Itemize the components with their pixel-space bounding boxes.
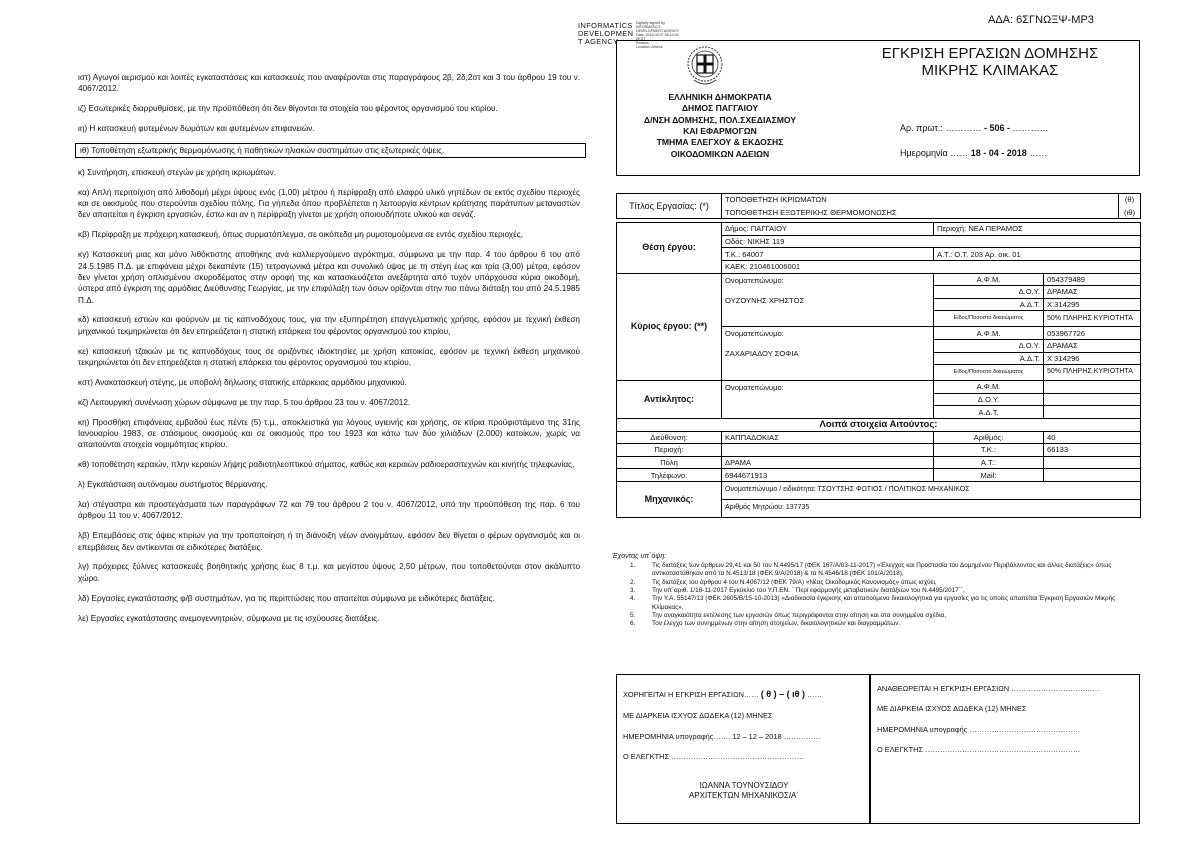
area: Περιοχή: ΝΕΑ ΠΕΡΑΜΟΣ xyxy=(934,223,1141,236)
at-value xyxy=(1044,456,1141,469)
adt-label: Α.Δ.Τ. xyxy=(934,352,1044,365)
counterparty-name-cell xyxy=(722,381,934,419)
revision-validity-line: ΜΕ ΔΙΑΡΚΕΙΑ ΙΣΧΥΟΣ ΔΩΔΕΚΑ (12) ΜΗΝΕΣ xyxy=(877,704,1027,713)
counterparty-adt xyxy=(1044,406,1141,419)
list-item: 2. Τις διατάξεις του άρθρου 4 του Ν.4067/12 (ΦΕΚ 79/Α) «Νέος Οικοδομικός Κανονισμός» όπως ισχύει, xyxy=(630,578,937,586)
validity-line: ΜΕ ΔΙΑΡΚΕΙΑ ΙΣΧΥΟΣ ΔΩΔΕΚΑ (12) ΜΗΝΕΣ xyxy=(623,711,773,720)
agency-line: T AGENCY xyxy=(578,36,619,46)
at-label: Α.Τ.: xyxy=(934,456,1044,469)
protocol-dots: ………… xyxy=(945,123,982,133)
name-label: Ονοματεπώνυμο: xyxy=(725,329,784,339)
number-value: 40 xyxy=(1044,431,1141,444)
authority-block xyxy=(610,92,830,160)
list-item: κα) Απλή περιτοίχιση από λιθοδομή μέχρι ύψους ενός (1,00) μέτρου ή περίφραξη από ελαφρύ υλικό γηπέδων σε εκτός σχεδίου περιοχές και σε οικισμούς που στερούνται σχεδίου πόλης. Για γήπεδα όπου προβλέπεται η λειτουργία κέντρων κράτησης παράτυπων μεταναστών δεν απαιτείται η έγκριση εργασιών, έστω και αν η περίφραξη γίνεται με χρήση οποιουδήποτε υλικού και σενάζ. xyxy=(78,187,580,220)
list-item: λγ) πρόχειρες ξύλινες κατασκευές βοηθητικής χρήσης έως 8 τ.μ. και μεγίστου ύψους 2,50 μέτρων, που τοποθετούνται στον ακάλυπτο χώρο. xyxy=(78,562,580,583)
owner-adt: Χ 314295 xyxy=(1044,298,1141,311)
region-label: Περιοχή: xyxy=(617,444,722,457)
owner-afm: 054379489 xyxy=(1044,273,1141,286)
list-item: ιστ) Αγωγοί αερισμού και λοιπές εγκαταστάσεις και κατασκευές που αναφέρονται στις παραγράφους 2β, 2δ,2στ και 3 του άρθρου 19 του ν. 4067/2012. xyxy=(78,73,580,94)
greek-emblem-icon xyxy=(686,44,724,88)
protocol-label: Αρ. πρωτ.: xyxy=(900,123,943,133)
mail-value xyxy=(1044,469,1141,482)
document-title xyxy=(840,45,1140,80)
note-text: Τις διατάξεις του άρθρου 4 του Ν.4067/12 (ΦΕΚ 79/Α) «Νέος Οικοδομικός Κανονισμός» όπως ισχύει, xyxy=(652,578,937,586)
agency-line: INFORMATICS xyxy=(578,21,633,30)
revision-box xyxy=(870,674,1140,824)
work-line: ΤΟΠΟΘΕΤΗΣΗ ΙΚΡΙΩΜΑΤΩΝ xyxy=(722,194,1119,207)
list-item: λε) Εργασίες εγκατάστασης ανεμογεννητριών, σύμφωνα με τις ισχύουσες διατάξεις. xyxy=(78,613,380,623)
note-text: Τις διατάξεις των άρθρων 29,41 και 50 του Ν.4495/17 (ΦΕΚ 167/Α/03-11-2017) «Έλεγχος και Προστασία του Δομημένου Περιβάλλοντος και άλλες διατάξεις» όπως αντικαταστάθηκαν από τα Ν.4513/18 (ΦΕΚ 9/Α/2018) & τα Ν.4546/18 (ΦΕΚ 101/Α/2018), xyxy=(652,562,1112,578)
approval-text: ΧΟΡΗΓΕΙΤΑΙ Η ΕΓΚΡΙΣΗ ΕΡΓΑΣΙΩΝ…… xyxy=(623,690,761,699)
notes-title: Έχοντας υπ΄όψη: xyxy=(612,553,667,560)
approval-codes: ( θ ) – ( ιθ ) xyxy=(760,689,805,699)
list-item: λδ) Εργασίες εγκατάστασης φ/β συστημάτων, για τις περιπτώσεις που απαιτείται σύμφωνα με ειδικότερες διατάξεις. xyxy=(78,593,495,603)
inspector-line: Ο ΕΛΕΓΚΤΗΣ ……………………………………………… xyxy=(623,752,805,761)
adt-label: Α.Δ.Τ. xyxy=(934,298,1044,311)
list-item: ιη) Η κατασκευή φυτεμένων δωμάτων και φυτεμένων επιφανειών. xyxy=(78,124,315,134)
agency-line: DEVELOPMEN xyxy=(578,28,634,38)
counterparty-label: Αντίκλητος: xyxy=(617,381,722,419)
owner-label: Κύριος έργου: (**) xyxy=(617,273,722,381)
date-dots: …… xyxy=(1029,148,1048,158)
signature-line: DEVELOPMENT AGENCY xyxy=(636,28,680,33)
doy-label: Δ.Ο.Υ. xyxy=(934,339,1044,352)
approval-box xyxy=(616,674,870,824)
engineer-registry: Αριθμός Μητρώου: 137735 xyxy=(722,499,1141,517)
owner-doy: ΔΡΑΜΑΣ xyxy=(1044,339,1141,352)
street: Οδός: ΝΙΚΗΣ 119 xyxy=(722,235,1141,248)
list-item: κδ) κατασκευή εστιών και φούρνων με τις καπνοδόχους τους, για την εξυπηρέτηση επαγγελματικής χρήσης, εφόσον με τεχνική έκθεση μηχανικού τεκμηριώνεται ότι δεν επηρεάζεται η στατική επάρκεια του φέροντος οργανισμού του κτιρίου, xyxy=(78,315,580,336)
signature-line: EEST xyxy=(636,36,646,41)
authority-line: ΚΑΙ ΕΦΑΡΜΟΓΩΝ xyxy=(683,126,757,137)
protocol-dots: ………… xyxy=(1012,123,1049,133)
phone-value: 6944671913 xyxy=(722,469,934,482)
mail-label: Mail: xyxy=(934,469,1044,482)
protocol-value: - 506 - xyxy=(983,123,1010,133)
list-item: κγ) Κατασκευή μιας και μόνο λιθόκτιστης αποθήκης ανά καλλιεργούμενο αγρόκτημα, σύμφωνα με την παρ. 4 του άρθρου 6 του από 24.5.1985 Π.Δ. με επιφάνεια μέχρι δεκαπέντε (15) τετραγωνικά μέτρα και συνολικό ύψος με τη στέγη έως και τρία (3,00) μέτρα, εφόσον δεν γίνεται χρήση οπλισμένου σκυροδέματος στην οροφή της και κατασκευάζεται ανεξάρτητα από τυχόν υπάρχουσα κύρια οικοδομή, ύστερα από έγκριση της αρμόδιας Διεύθυνσης Γεωργίας, με την επιφύλαξη των όσων ορίζονται στην πιο πάνω διάταξη του από 24.5.1985 Π.Δ. xyxy=(78,250,580,305)
revision-inspector-line: Ο ΕΛΕΓΚΤΗΣ ……………………………………………………… xyxy=(877,745,1081,754)
list-item: κ) Συντήρηση, επισκευή στεγών με χρήση ικριωμάτων. xyxy=(78,167,277,177)
work-code: (ιθ) xyxy=(1119,206,1141,219)
counterparty-doy xyxy=(1044,393,1141,406)
issue-date xyxy=(900,148,1140,159)
authority-line: Δ/ΝΣΗ ΔΟΜΗΣΗΣ, ΠΟΛ.ΣΧΕΔΙΑΣΜΟΥ xyxy=(643,114,797,125)
list-item: κε) κατασκευή τζακιών με τις καπνοδόχους τους σε οριζόντιες ιδιοκτησίες με χρήση κατοικίας, εφόσον με τεχνική έκθεση μηχανικού τεκμηριώνεται ότι δεν επηρεάζεται η στατική επάρκεια του φέροντος οργανισμού του κτιρίου, xyxy=(78,346,580,367)
phone-label: Τηλέφωνο: xyxy=(617,469,722,482)
city-value: ΔΡΑΜΑ xyxy=(722,456,934,469)
block-number: Α.Τ.: Ο.Τ. 203 Αρ. οικ. 01 xyxy=(934,248,1141,261)
note-text: Τον έλεγχο των συνημμένων στην αίτηση στοιχείων, δικαιολογητικών και διαγραμμάτων. xyxy=(652,620,901,628)
signatory-title: ΑΡΧΙΤΕΚΤΩΝ ΜΗΧΑΝΙΚΟΣ/Α΄ xyxy=(688,791,800,801)
afm-label: Α.Φ.Μ. xyxy=(934,381,1044,394)
owner-name-cell xyxy=(722,327,934,381)
revision-line: ΑΝΑΘΕΩΡΕΙΤΑΙ Η ΕΓΚΡΙΣΗ ΕΡΓΑΣΙΩΝ ……………………………… xyxy=(877,684,1100,693)
signature-line: Reason: xyxy=(636,40,650,45)
tk-value: 66133 xyxy=(1044,444,1141,457)
title-line: ΜΙΚΡΗΣ ΚΛΙΜΑΚΑΣ xyxy=(921,62,1059,80)
owner-right: 50% ΠΛΗΡΗΣ ΚΥΡΙΟΤΗΤΑ xyxy=(1044,365,1141,381)
list-item: ιζ) Εσωτερικές διαρρυθμίσεις, με την προϋπόθεση ότι δεν θίγονται τα στοιχεία του φέροντος οργανισμού του κτιρίου. xyxy=(78,104,498,114)
protocol-number xyxy=(900,123,1140,134)
list-item: λα) στέγαστρα και προστεγάσματα των παραγράφων 72 και 79 του άρθρου 2 του ν. 4067/2012, υπό την προϋπόθεση της παρ. 6 του άρθρου 11 του ν. 4067/2012. xyxy=(78,500,580,521)
authority-line: ΔΗΜΟΣ ΠΑΓΓΑΙΟΥ xyxy=(681,103,759,114)
address-value: ΚΑΠΠΑΔΟΚΙΑΣ xyxy=(722,431,934,444)
engineer-label: Μηχανικός: xyxy=(617,481,722,517)
afm-label: Α.Φ.Μ. xyxy=(934,327,1044,340)
number-label: Αριθμός: xyxy=(934,431,1044,444)
name-label: Ονοματεπώνυμο: xyxy=(725,383,784,393)
signatory xyxy=(617,781,871,802)
list-item: κθ) τοποθέτηση κεραιών, πλην κεραιών λήψης ραδιοτηλεοπτικού σήματος, καθώς και κεραιών ραδιοερασιτεχνών και κινητής τηλεφωνίας, xyxy=(78,460,575,470)
right-label: Είδος/Ποσοστό δικαιώματος xyxy=(934,365,1044,381)
owner-doy: ΔΡΑΜΑΣ xyxy=(1044,286,1141,299)
owner-adt: Χ 314296 xyxy=(1044,352,1141,365)
notes-list xyxy=(630,562,1140,629)
location-label: Θέση έργου: xyxy=(617,223,722,273)
note-text: Την υπ΄αριθ. 1/16-11-2017 Εγκύκλιο του Υ.Π.ΕΝ. ΄΄Περί εφαρμογής μεταβατικών διατάξεων του Ν.4495/2017΄΄, xyxy=(652,586,965,594)
signature-date-line: ΗΜΕΡΟΜΗΝΙΑ υπογραφής……. 12 – 12 – 2018 …………… xyxy=(623,732,821,741)
authority-line: ΤΜΗΜΑ ΕΛΕΓΧΟΥ & ΕΚΔΟΣΗΣ xyxy=(656,137,784,148)
list-item: κστ) Ανακατασκευή στέγης, με υποβολή δήλωσης στατικής επάρκειας αρμόδιου μηχανικού. xyxy=(78,377,407,387)
list-item: 5. Την αναγκαιότητα εκτέλεσης των εργασιών όπως περιγράφονται στην αίτηση και στα συνημμένα σχέδια, xyxy=(630,611,946,619)
tk-label: Τ.Κ.: xyxy=(934,444,1044,457)
date-dots: …… xyxy=(950,148,969,158)
right-label: Είδος/Ποσοστό δικαιώματος xyxy=(934,311,1044,327)
owner-afm: 053967726 xyxy=(1044,327,1141,340)
work-title-label: Τίτλος Εργασίας: (*) xyxy=(617,194,722,219)
postal-code: Τ.Κ.: 64007 xyxy=(722,248,934,261)
address-label: Διεύθυνση: xyxy=(617,431,722,444)
list-item: κζ) Λειτουργική συνένωση χώρων σύμφωνα με την παρ. 5 του άρθρου 23 του ν. 4067/2012. xyxy=(78,397,411,407)
owner-name-cell xyxy=(722,273,934,327)
list-item: κβ) Περίφραξη με πρόχειρη κατασκευή, όπως συρματόπλεγμα, σε οικόπεδα μη ρυμοτομούμενα σε εντός σχεδίου περιοχές, xyxy=(78,230,523,240)
note-text: Την αναγκαιότητα εκτέλεσης των εργασιών όπως περιγράφονται στην αίτηση και στα συνημμένα σχέδια, xyxy=(652,611,946,619)
signature-line: Date: 2018.05.07 08:14:45 xyxy=(636,32,679,37)
owner-name: ΖΑΧΑΡΙΑΔΟΥ ΣΟΦΙΑ xyxy=(725,349,799,359)
doy-label: Δ.Ο.Υ. xyxy=(934,286,1044,299)
note-text: Την Υ.Α. 55147/13 (ΦΕΚ 2605/Β/15-10-2013) «Διαδικασία έγκρισης και απαιτούμενα δικαιολογητικά για εργασίες για τις οποίες απαιτείται Έγκριση Εργασιών Μικρής Κλίμακας», xyxy=(652,595,1116,611)
approval-line xyxy=(623,689,822,700)
signature-line: INFORMATICS xyxy=(636,24,661,29)
owner-right: 50% ΠΛΗΡΗΣ ΚΥΡΙΟΤΗΤΑ xyxy=(1044,311,1141,327)
engineer-value: Ονοματεπώνυμο / ειδικότητα: ΤΣΟΥΤΣΗΣ ΦΩΤΙΟΣ / ΠΟΛΙΤΙΚΟΣ ΜΗΧΑΝΙΚΟΣ xyxy=(722,481,1141,499)
signature-line: Digitally signed by xyxy=(636,21,665,25)
revision-date-line: ΗΜΕΡΟΜΗΝΙΑ υπογραφής ……………………………………… xyxy=(877,725,1081,734)
other-details-title: Λοιπά στοιχεία Αιτούντος: xyxy=(617,418,1141,431)
legal-items-list xyxy=(78,72,580,633)
kaek: ΚΑΕΚ: 210461006001 xyxy=(722,260,1141,273)
list-item: λβ) Επεμβάσεις στις όψεις κτιρίων για την τροποποίηση ή τη διάνοιξη νέων ανοιγμάτων, εφόσον δεν θίγεται ο φέρων οργανισμός και οι επεμβάσεις δεν αντίκεινται σε ειδικότερες διατάξεις. xyxy=(78,531,580,552)
title-line: ΕΓΚΡΙΣΗ ΕΡΓΑΣΙΩΝ ΔΟΜΗΣΗΣ xyxy=(881,45,1099,62)
list-item: λ) Εγκατάσταση αυτόνομου συστήματος θέρμανσης. xyxy=(78,480,268,490)
name-label: Ονοματεπώνυμο: xyxy=(725,275,784,285)
list-item: 1. Τις διατάξεις των άρθρων 29,41 και 50 του Ν.4495/17 (ΦΕΚ 167/Α/03-11-2017) «Έλεγχος και Προστασία του Δομημένου Περιβάλλοντος και άλλες διατάξεις» όπως αντικαταστάθηκαν από τα Ν.4513/18 (ΦΕΚ 9/Α/2018) & τα Ν.4546/18 (ΦΕΚ 101/Α/2018), xyxy=(630,562,1140,579)
list-item-highlighted: ιθ) Τοποθέτηση εξωτερικής θερμομόνωσης ή παθητικών ηλιακών συστημάτων στις εξωτερικές όψεις. xyxy=(75,143,586,158)
work-line: ΤΟΠΟΘΕΤΗΣΗ ΕΞΩΤΕΡΙΚΗΣ ΘΕΡΜΟΜΟΝΩΣΗΣ xyxy=(722,206,1119,219)
doy-label: Δ.Ο.Υ. xyxy=(934,393,1044,406)
list-item: 4. Την Υ.Α. 55147/13 (ΦΕΚ 2605/Β/15-10-2013) «Διαδικασία έγκρισης και απαιτούμενα δικαιολογητικά για εργασίες για τις οποίες απαιτείται Έγκριση Εργασιών Μικρής Κλίμακας», xyxy=(630,595,1140,612)
authority-line: ΟΙΚΟΔΟΜΙΚΩΝ ΑΔΕΙΩΝ xyxy=(670,148,770,159)
ada-code: ΑΔΑ: 6ΣΓΝΩΞΨ-ΜΡ3 xyxy=(988,14,1094,26)
date-value: 18 - 04 - 2018 xyxy=(970,148,1027,158)
list-item: 3. Την υπ΄αριθ. 1/16-11-2017 Εγκύκλιο του Υ.Π.ΕΝ. ΄΄Περί εφαρμογής μεταβατικών διατάξεων του Ν.4495/2017΄΄, xyxy=(630,586,965,594)
afm-label: Α.Φ.Μ. xyxy=(934,273,1044,286)
owner-name: ΟΥΖΟΥΝΗΣ ΧΡΗΣΤΟΣ xyxy=(725,295,805,305)
work-code: (θ) xyxy=(1119,194,1141,207)
city-label: Πόλη xyxy=(617,456,722,469)
counterparty-afm xyxy=(1044,381,1141,394)
municipality: Δήμος: ΠΑΓΓΑΙΟΥ xyxy=(722,223,934,236)
date-label: Ημερομηνία xyxy=(900,148,948,158)
signature-line: Location: Athens xyxy=(636,44,663,49)
list-item: κη) Προσθήκη επιφάνειας εμβαδού έως πέντε (5) τ.μ., αποκλειστικά για λόγους υγιεινής και χρήσης, σε κτίρια προϋφιστάμενα της 31ης Ιανουαρίου 1983, σε στάσιμους οικισμούς και σε οικισμούς προ του 1923 και κάτω των δύο χιλιάδων (2.000) κατοίκων, χωρίς να απαιτούνται στοιχεία νομιμότητας κτιρίου. xyxy=(78,417,580,450)
signatory-name: ΙΩΑΝΝΑ ΤΟΥΝΟΥΣΙΔΟΥ xyxy=(699,781,789,790)
authority-line: ΕΛΛΗΝΙΚΗ ΔΗΜΟΚΡΑΤΙΑ xyxy=(668,92,772,102)
application-table xyxy=(616,193,1141,518)
approval-dots: …… xyxy=(805,690,822,699)
list-item: 6. Τον έλεγχο των συνημμένων στην αίτηση στοιχείων, δικαιολογητικών και διαγραμμάτων. xyxy=(630,620,901,628)
region-value xyxy=(722,444,934,457)
adt-label: Α.Δ.Τ. xyxy=(934,406,1044,419)
